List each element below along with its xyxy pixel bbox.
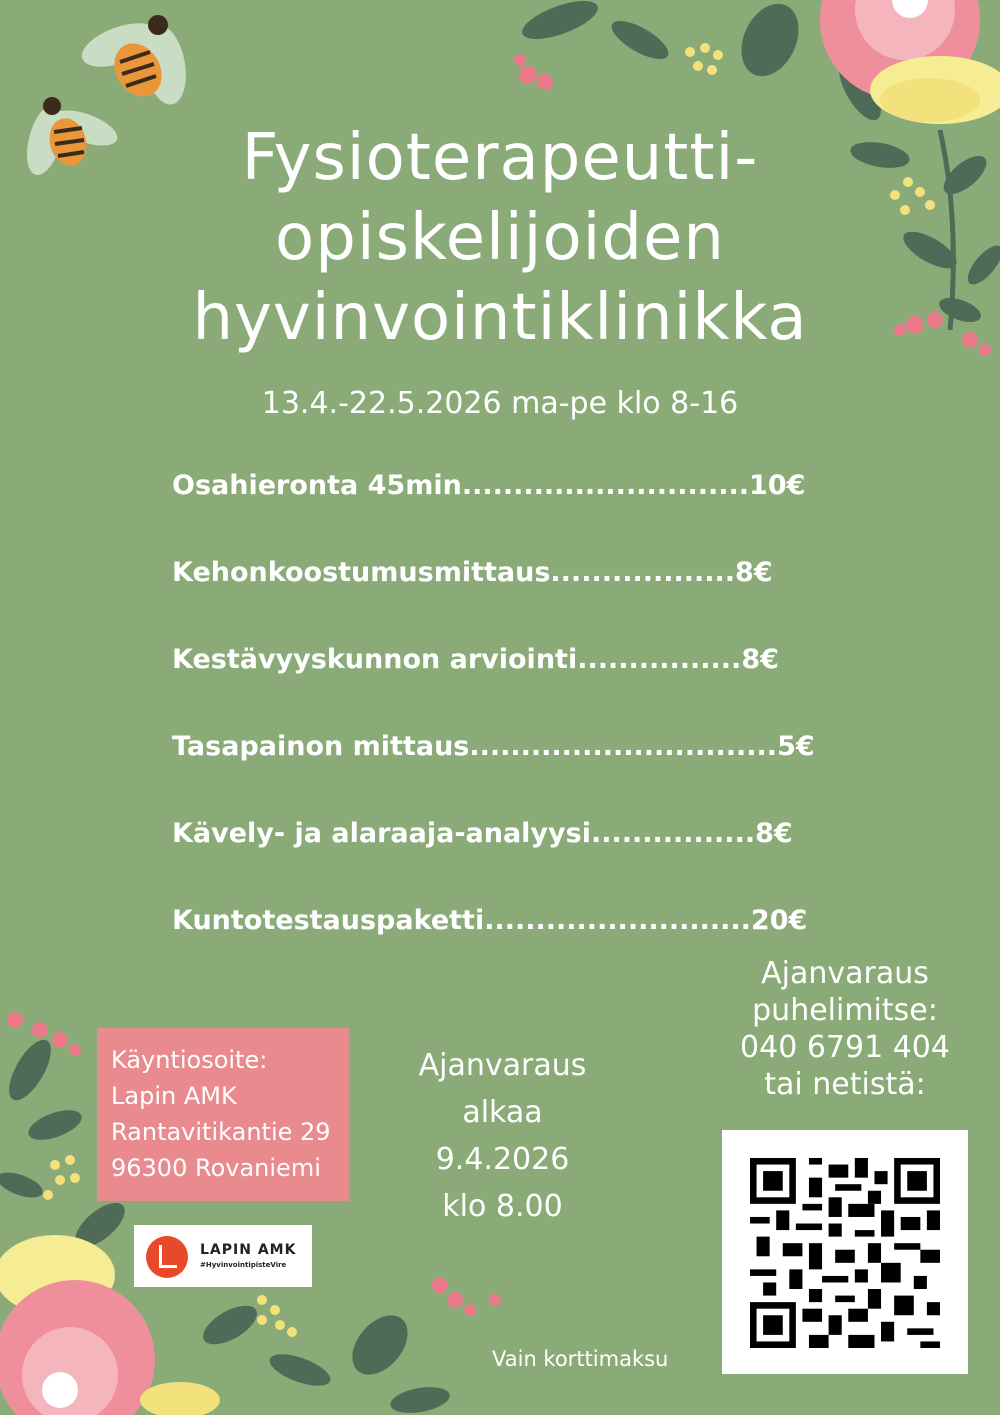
qr-code-image <box>750 1158 940 1348</box>
service-leader-dots: ................ <box>577 644 742 675</box>
title-line-2: opiskelijoiden <box>275 201 725 275</box>
logo-hashtag: #HyvinvointipisteVire <box>200 1261 287 1269</box>
address-line: Rantavitikantie 29 <box>111 1118 331 1146</box>
title-line-3: hyvinvointiklinikka <box>192 281 808 355</box>
booking-line: Ajanvaraus <box>761 956 929 991</box>
booking-start-time: klo 8.00 <box>442 1189 563 1224</box>
phone-number[interactable]: 040 6791 404 <box>740 1030 950 1065</box>
service-leader-dots: ................ <box>590 818 756 849</box>
service-leader-dots: ............................ <box>461 470 750 501</box>
service-item <box>172 731 832 818</box>
page-title <box>0 118 1000 358</box>
address-line: Lapin AMK <box>111 1082 237 1110</box>
service-name: Kestävyyskunnon arviointi <box>172 644 578 675</box>
payment-note: Vain korttimaksu <box>492 1347 669 1371</box>
service-price: 10€ <box>749 470 806 501</box>
service-item <box>172 470 832 557</box>
title-line-1: Fysioterapeutti- <box>241 121 759 195</box>
service-name: Osahieronta 45min <box>172 470 462 501</box>
service-name: Kuntotestauspaketti <box>172 905 485 936</box>
address-line: 96300 Rovaniemi <box>111 1154 321 1182</box>
booking-start-line: alkaa <box>462 1095 543 1130</box>
service-name: Tasapainon mittaus <box>172 731 470 762</box>
lapin-amk-logo <box>134 1225 312 1287</box>
service-leader-dots: .................. <box>550 557 736 588</box>
logo-mark-icon <box>146 1236 188 1278</box>
service-price: 5€ <box>777 731 815 762</box>
logo-name: LAPIN AMK <box>200 1242 297 1258</box>
service-price: 8€ <box>735 557 773 588</box>
booking-line: tai netistä: <box>764 1067 926 1102</box>
service-price-list <box>172 470 832 992</box>
service-price: 20€ <box>750 905 808 936</box>
service-price: 8€ <box>741 644 779 675</box>
service-item <box>172 818 832 905</box>
address-heading: Käyntiosoite: <box>111 1046 268 1074</box>
service-price: 8€ <box>755 818 793 849</box>
service-name: Kehonkoostumusmittaus <box>172 557 551 588</box>
qr-code[interactable] <box>722 1130 968 1374</box>
service-leader-dots: .......................... <box>484 905 751 936</box>
visiting-address <box>97 1028 349 1201</box>
phone-booking-info <box>720 955 970 1103</box>
service-name: Kävely- ja alaraaja-analyysi <box>172 818 591 849</box>
service-item <box>172 644 832 731</box>
booking-line: puhelimitse: <box>752 993 938 1028</box>
booking-start-date: 9.4.2026 <box>435 1142 570 1177</box>
opening-dates: 13.4.-22.5.2026 ma-pe klo 8-16 <box>261 386 739 421</box>
booking-start-line: Ajanvaraus <box>418 1048 587 1083</box>
service-leader-dots: .............................. <box>469 731 778 762</box>
booking-start-info <box>390 1042 615 1230</box>
service-item <box>172 557 832 644</box>
